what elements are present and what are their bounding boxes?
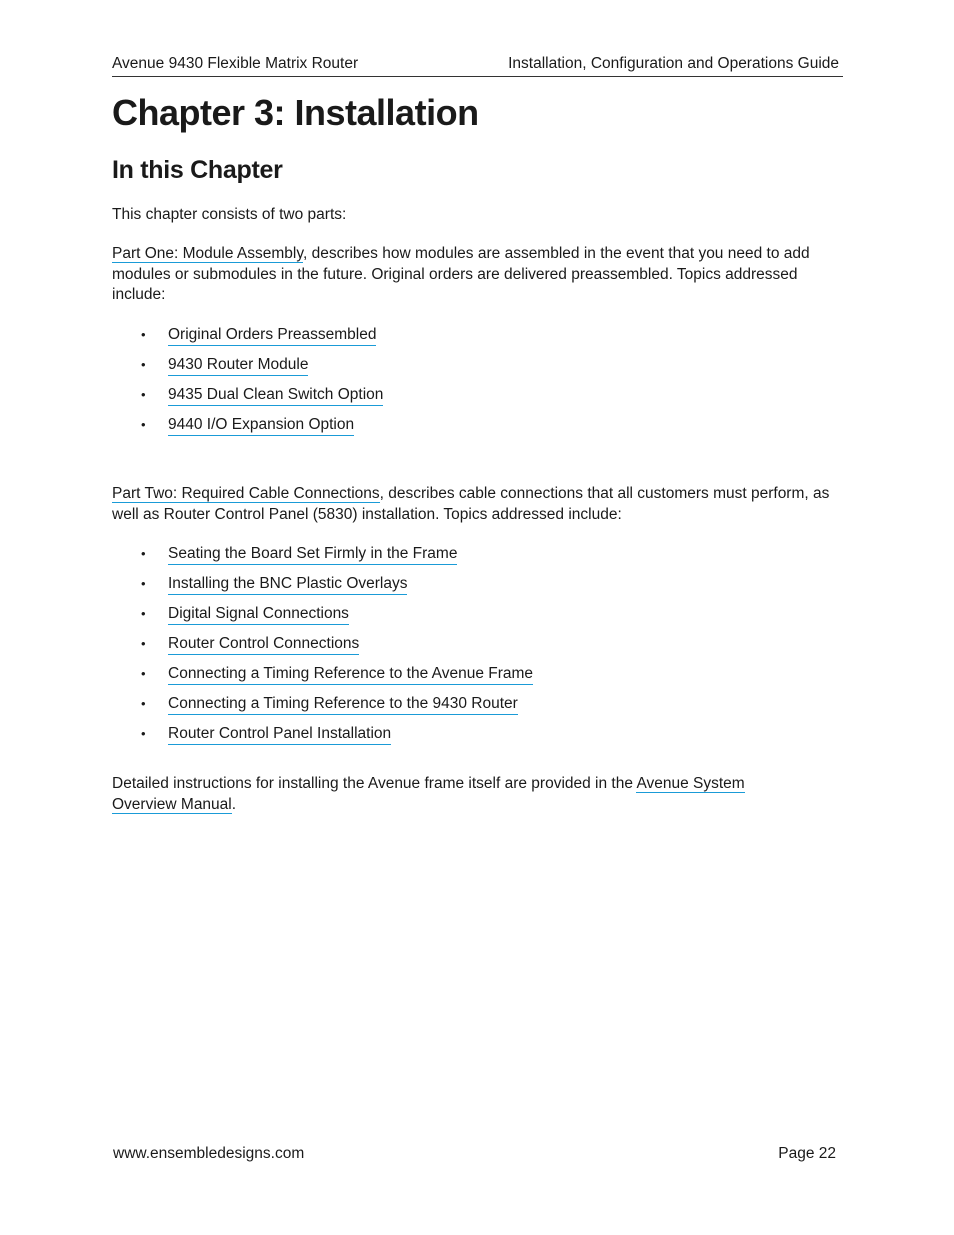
bullet: • [141, 606, 146, 621]
topic-link[interactable]: Connecting a Timing Reference to the 9430 Router [168, 694, 518, 715]
header-product-title: Avenue 9430 Flexible Matrix Router [112, 55, 359, 72]
bullet: • [141, 327, 146, 342]
intro-paragraph: This chapter consists of two parts: [112, 206, 347, 223]
part-two-link[interactable]: Part Two: Required Cable Connections [112, 485, 380, 502]
header-guide-title: Installation, Configuration and Operations Guide [508, 55, 839, 72]
bullet: • [141, 636, 146, 651]
footer-page-number: Page 22 [778, 1145, 836, 1162]
bullet: • [141, 417, 146, 432]
closing-end: . [231, 795, 237, 813]
bullet: • [141, 726, 146, 741]
footer-website: www.ensembledesigns.com [113, 1145, 305, 1162]
topic-link[interactable]: Digital Signal Connections [168, 604, 349, 625]
topic-link[interactable]: Installing the BNC Plastic Overlays [168, 574, 407, 595]
bullet: • [141, 576, 146, 591]
topic-link[interactable]: Router Control Panel Installation [168, 724, 391, 745]
topic-link[interactable]: Seating the Board Set Firmly in the Frame [168, 544, 457, 565]
bullet: • [141, 357, 146, 372]
topic-link[interactable]: 9440 I/O Expansion Option [168, 415, 354, 436]
part-one-link[interactable]: Part One: Module Assembly [112, 245, 303, 262]
part-two-paragraph [112, 484, 840, 525]
page-header [112, 53, 843, 77]
chapter-title: Chapter 3: Installation [112, 92, 479, 133]
topic-link[interactable]: 9435 Dual Clean Switch Option [168, 385, 383, 406]
topic-link[interactable]: Router Control Connections [168, 634, 359, 655]
part-one-paragraph [112, 244, 840, 306]
part-two-description: , describes cable connections that all customers must perform, as well as Router Control Panel (5830) installation. Topics addressed include: [112, 485, 830, 523]
closing-text: Detailed instructions for installing the Avenue frame itself are provided in the [112, 775, 637, 792]
bullet: • [141, 387, 146, 402]
closing-paragraph [112, 774, 802, 815]
topic-link[interactable]: Original Orders Preassembled [168, 325, 376, 346]
topic-link[interactable]: 9430 Router Module [168, 355, 308, 376]
bullet: • [141, 546, 146, 561]
overview-manual-link[interactable]: Avenue System Overview Manual [112, 775, 745, 813]
part-one-description: , describes how modules are assembled in the event that you need to add modules or submodules in the future. Original orders are delivered preassembled. Topics addressed include: [112, 245, 810, 303]
section-title: In this Chapter [112, 156, 283, 184]
bullet: • [141, 696, 146, 711]
bullet: • [141, 666, 146, 681]
topic-link[interactable]: Connecting a Timing Reference to the Avenue Frame [168, 664, 533, 685]
